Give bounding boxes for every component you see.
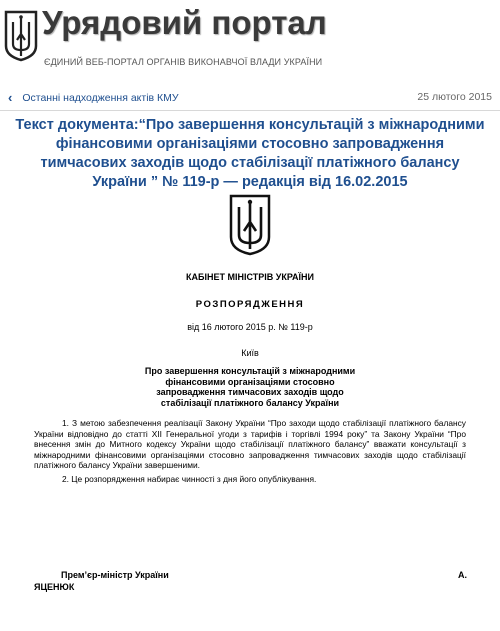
document-subject: Про завершення консультацій з міжнародними фінансовими організаціями стосовно запровадження тимчасових заходів щодо стабілізації платіжного балансу України [144, 366, 356, 408]
signature-initial: А. [458, 570, 467, 580]
breadcrumb-bar [0, 86, 500, 111]
signature-title: Прем’єр-міністр України [61, 570, 169, 580]
organization-name: КАБІНЕТ МІНІСТРІВ УКРАЇНИ [186, 272, 314, 282]
back-link-latest-acts[interactable] [8, 91, 179, 104]
document-type: РОЗПОРЯДЖЕННЯ [195, 299, 305, 310]
document-city: Київ [241, 348, 259, 358]
document-heading: Текст документа:“Про завершення консультацій з міжнародними фінансовими організаціями стосовно запровадження тимчасових заходів щодо стабілізації платіжного балансу України ” № 119-р — редакція від 16.02.2015 [15, 117, 485, 190]
portal-subtitle: ЄДИНИЙ ВЕБ-ПОРТАЛ ОРГАНІВ ВИКОНАВЧОЇ ВЛАДИ УКРАЇНИ [44, 57, 323, 67]
chevron-left-icon: ‹ [8, 90, 13, 105]
trident-coat-of-arms-icon [228, 193, 272, 257]
portal-title[interactable]: Урядовий портал [42, 4, 327, 41]
paragraph-1: 1. З метою забезпечення реалізації Закону України “Про заходи щодо стабілізації платіжного балансу України відповідно до статті XII Генеральної угоди з тарифів і торгівлі 1994 року” та Закону України “Про внесення змін до Митного кодексу України щодо стабілізації платіжного балансу” вважати консультації з міжнародними фінансовими організаціями стосовно запровадження тимчасових заходів щодо стабілізації платіжного балансу України завершеними. [34, 418, 466, 470]
trident-coat-of-arms-icon[interactable] [4, 10, 38, 62]
signature-name: ЯЦЕНЮК [34, 582, 75, 592]
site-header [0, 0, 500, 80]
document-date-number: від 16 лютого 2015 р. № 119-р [187, 322, 313, 332]
paragraph-2: 2. Це розпорядження набирає чинності з дня його опублікування. [62, 474, 317, 484]
publication-date: 25 лютого 2015 [417, 91, 492, 103]
back-link-label: Останні надходження актів КМУ [22, 91, 179, 104]
